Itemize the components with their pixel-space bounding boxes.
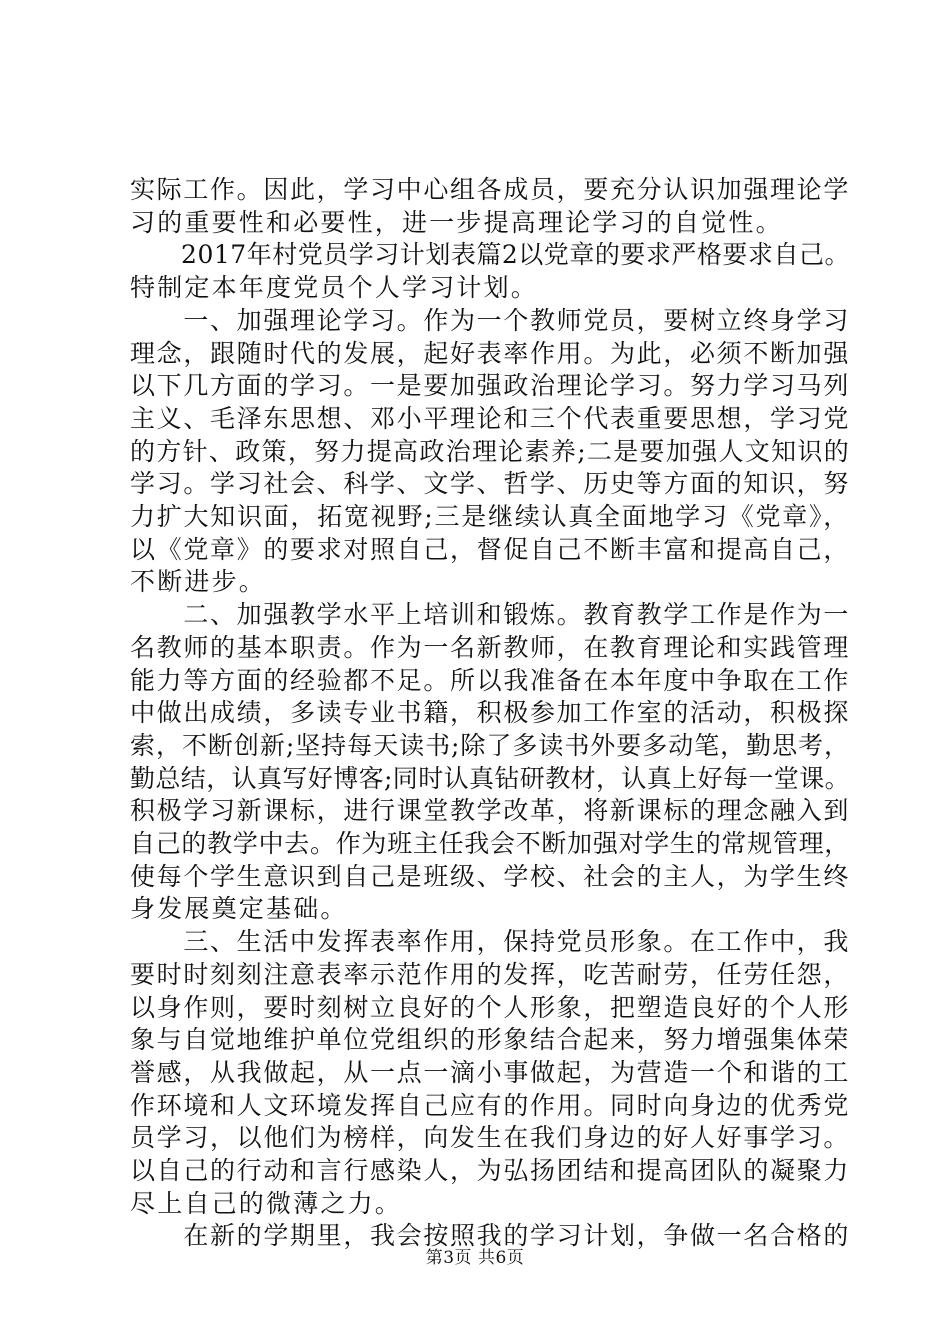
text-line: 理念，跟随时代的发展，起好表率作用。为此，必须不断加强 — [130, 338, 850, 368]
text-line: 三、生活中发挥表率作用，保持党员形象。在工作中，我 — [130, 927, 850, 957]
text-line: 不断进步。 — [130, 567, 267, 597]
text-line: 勤总结，认真写好博客;同时认真钻研教材，认真上好每一堂课。 — [130, 763, 850, 793]
text-line: 以自己的行动和言行感染人，为弘扬团结和提高团队的凝聚力 — [130, 1156, 850, 1185]
text-line: 积极学习新课标，进行课堂教学改革，将新课标的理念融入到 — [130, 796, 850, 826]
text-line: 誉感，从我做起，从一点一滴小事做起，为营造一个和谐的工 — [130, 1057, 850, 1087]
text-line: 中做出成绩，多读专业书籍，积极参加工作室的活动，积极探 — [130, 698, 850, 728]
text-line: 身发展奠定基础。 — [130, 894, 348, 924]
text-line: 的方针、政策，努力提高政治理论素养;二是要加强人文知识的 — [130, 436, 850, 466]
text-line: 力扩大知识面，拓宽视野;三是继续认真全面地学习《党章》， — [130, 502, 850, 531]
text-line: 能力等方面的经验都不足。所以我准备在本年度中争取在工作 — [130, 665, 850, 695]
text-line: 学习。学习社会、科学、文学、哲学、历史等方面的知识，努 — [130, 469, 850, 499]
text-line: 习的重要性和必要性，进一步提高理论学习的自觉性。 — [130, 207, 783, 237]
page-footer: 第3页 共6页 — [425, 1248, 525, 1268]
text-line: 一、加强理论学习。作为一个教师党员，要树立终身学习 — [130, 305, 850, 335]
text-line: 在新的学期里，我会按照我的学习计划，争做一名合格的 — [130, 1221, 850, 1251]
text-line: 实际工作。因此，学习中心组各成员，要充分认识加强理论学 — [130, 175, 850, 204]
text-line: 以《党章》的要求对照自己，督促自己不断丰富和提高自己， — [130, 534, 850, 564]
text-line: 特制定本年度党员个人学习计划。 — [130, 273, 539, 303]
text-line: 尽上自己的微薄之力。 — [130, 1188, 403, 1218]
text-line: 二、加强教学水平上培训和锻炼。教育教学工作是作为一 — [130, 600, 850, 630]
text-line: 要时时刻刻注意表率示范作用的发挥，吃苦耐劳，任劳任怨， — [130, 959, 850, 989]
text-line: 自己的教学中去。作为班主任我会不断加强对学生的常规管理， — [130, 829, 850, 858]
text-line: 主义、毛泽东思想、邓小平理论和三个代表重要思想，学习党 — [130, 403, 850, 433]
text-line: 使每个学生意识到自己是班级、学校、社会的主人，为学生终 — [130, 861, 850, 891]
text-line: 员学习，以他们为榜样，向发生在我们身边的好人好事学习。 — [130, 1123, 850, 1153]
text-line: 名教师的基本职责。作为一名新教师，在教育理论和实践管理 — [130, 632, 850, 662]
text-line: 以下几方面的学习。一是要加强政治理论学习。努力学习马列 — [130, 371, 850, 401]
text-line: 象与自觉地维护单位党组织的形象结合起来，努力增强集体荣 — [130, 1025, 850, 1055]
text-line: 以身作则，要时刻树立良好的个人形象，把塑造良好的个人形 — [130, 992, 850, 1022]
text-line: 2017年村党员学习计划表篇2以党章的要求严格要求自己。 — [130, 240, 850, 270]
text-line: 作环境和人文环境发挥自己应有的作用。同时向身边的优秀党 — [130, 1090, 850, 1120]
text-line: 索，不断创新;坚持每天读书;除了多读书外要多动笔，勤思考， — [130, 730, 850, 760]
